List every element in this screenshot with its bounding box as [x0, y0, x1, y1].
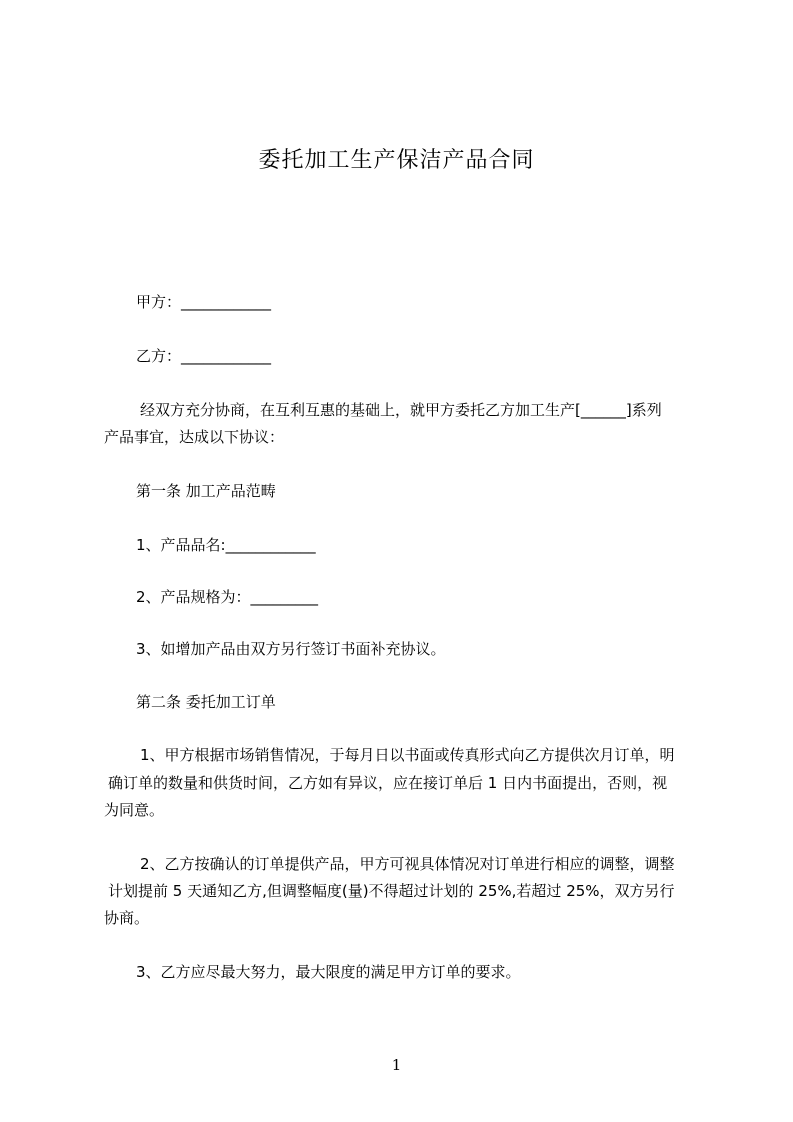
intro-paragraph-line: 产品事宜，达成以下协议： [104, 428, 285, 446]
article-1-item-2: 2、产品规格为：_________ [136, 588, 319, 606]
article-1-heading: 第一条 加工产品范畴 [136, 482, 276, 500]
party-b-line: 乙方：____________ [136, 347, 272, 365]
article-2-item-3: 3、乙方应尽最大努力，最大限度的满足甲方订单的要求。 [136, 963, 521, 981]
article-2-item-2-line: 计划提前 5 天通知乙方,但调整幅度(量)不得超过计划的 25%,若超过 25%，双方另行 [108, 882, 675, 900]
document-title: 委托加工生产保洁产品合同 [258, 148, 535, 173]
article-2-heading: 第二条 委托加工订单 [136, 693, 276, 711]
article-2-item-1-line: 确订单的数量和供货时间，乙方如有异议，应在接订单后 1 日内书面提出，否则，视 [108, 774, 668, 792]
article-1-item-3: 3、如增加产品由双方另行签订书面补充协议。 [136, 640, 446, 658]
article-2-item-2-line: 2、乙方按确认的订单提供产品，甲方可视具体情况对订单进行相应的调整，调整 [140, 855, 675, 873]
article-2-item-1-line: 1、甲方根据市场销售情况，于每月日以书面或传真形式向乙方提供次月订单，明 [140, 746, 675, 764]
page-number: 1 [391, 1056, 402, 1074]
party-a-line: 甲方：____________ [136, 293, 272, 311]
article-2-item-1-line: 为同意。 [104, 801, 165, 819]
article-1-item-1: 1、产品品名:____________ [136, 536, 316, 554]
article-2-item-2-line: 协商。 [104, 909, 150, 927]
intro-paragraph-line: 经双方充分协商，在互利互惠的基础上，就甲方委托乙方加工生产[______]系列 [140, 401, 662, 419]
